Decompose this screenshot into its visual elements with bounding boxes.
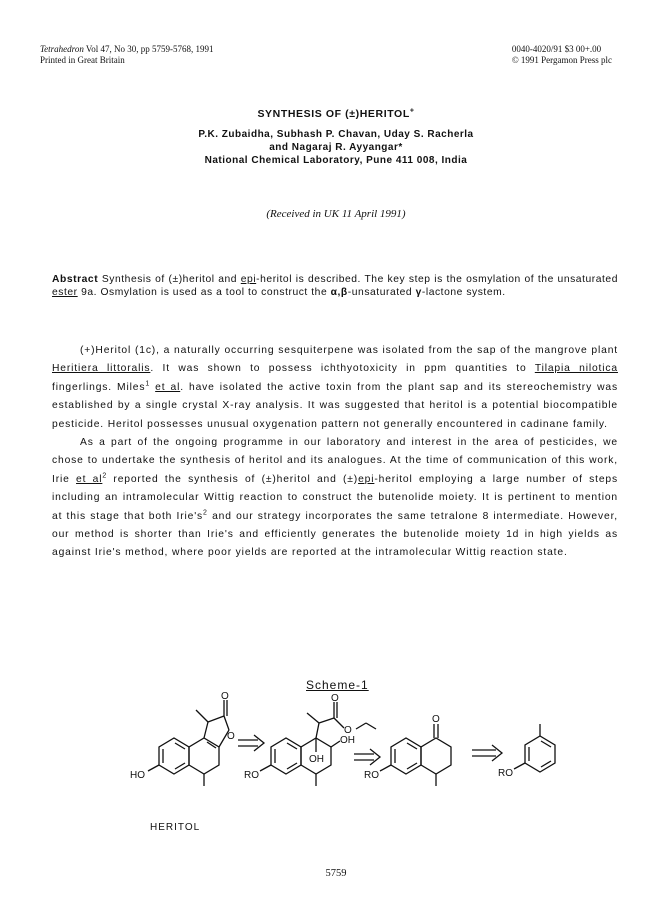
ester-ro: RO <box>244 770 259 781</box>
journal-ref: Vol 47, No 30, pp 5759-5768, 1991 <box>83 44 214 54</box>
tetralone-structure <box>380 724 451 786</box>
benzene-ro: RO <box>498 768 513 779</box>
retro-arrow-1 <box>238 735 264 751</box>
authors-line-2: and Nagaraj R. Ayyangar* <box>269 142 403 153</box>
retro-arrow-2 <box>354 749 380 765</box>
tetralone-ro: RO <box>364 770 379 781</box>
body-text <box>52 342 618 563</box>
printed-note: Printed in Great Britain <box>40 55 125 65</box>
retrosynthesis-scheme <box>130 691 584 828</box>
abstract-label: Abstract <box>52 274 99 285</box>
journal-name: Tetrahedron <box>40 44 84 54</box>
ester-carbonyl-o: O <box>331 693 339 704</box>
heritol-ho: HO <box>130 770 145 781</box>
heritol-carbonyl-o: O <box>221 691 229 702</box>
title-footnote-mark: + <box>409 107 415 115</box>
ester-oh-center: OH <box>309 754 324 765</box>
ester-o: O <box>344 725 352 736</box>
affiliation: National Chemical Laboratory, Pune 411 008, India <box>204 155 468 166</box>
scheme-title: Scheme-1 <box>306 678 369 692</box>
abstract: Abstract Synthesis of (±)heritol and epi-heritol is described. The key step is the osmylation of the unsaturated ester 9a. Osmylation is used as a tool to construct the α,β-unsaturated γ-lactone system. <box>52 274 618 298</box>
tetralone-o: O <box>432 714 440 725</box>
issn-block <box>512 44 612 66</box>
received-date: (Received in UK 11 April 1991) <box>266 208 406 220</box>
diol-ester-structure <box>260 702 376 786</box>
paragraph-1: (+)Heritol (1c), a naturally occurring sesquiterpene was isolated from the sap of the mangrove plant Heritiera littoralis. It was shown to possess ichthyotoxicity in ppm quantities to Tilapia nilotica fingerlings. Miles$^1$ et al. have isolated the active toxin from the plant sap and its stereochemistry was established by a single crystal X-ray analysis. It was suggested that heritol is a potential biocompatible pesticide. Heritol possesses unusual oxygenation pattern not generally encountered in cadinane family. <box>52 345 619 430</box>
authors-block <box>0 128 672 167</box>
journal-citation <box>40 44 214 66</box>
paragraph-2: As a part of the ongoing programme in our laboratory and interest in the area of pesticides, we chose to undertake the synthesis of heritol and its analogues. At the time of communication of this work, Irie et $al^2$ reported the synthesis of (±)heritol and (±)epi-heritol employing a large number of steps including an intramolecular Wittig reaction to construct the butenolide moiety. It is pertinent to mention at this stage that both $Irie's^2$ and our strategy incorporates the same tetralone 8 intermediate. However, our method is shorter than Irie's and efficiently generates the butenolide moiety 1d in high yields as against Irie's method, where poor yields are reported at the intramolecular Wittig reaction state. <box>52 437 619 559</box>
authors-line-1: P.K. Zubaidha, Subhash P. Chavan, Uday S. Racherla <box>198 129 474 140</box>
retro-arrow-3 <box>472 745 502 761</box>
heritol-label: HERITOL <box>150 822 201 833</box>
heritol-structure <box>148 700 229 786</box>
ester-oh-right: OH <box>340 735 355 746</box>
benzene-structure <box>514 724 555 772</box>
copyright: © 1991 Pergamon Press plc <box>511 55 612 65</box>
heritol-ring-o: O <box>227 731 235 742</box>
paper-title: SYNTHESIS OF (±)HERITOL+ <box>257 107 415 120</box>
issn-price: 0040-4020/91 $3 00+.00 <box>511 44 602 54</box>
page-number: 5759 <box>325 868 347 879</box>
